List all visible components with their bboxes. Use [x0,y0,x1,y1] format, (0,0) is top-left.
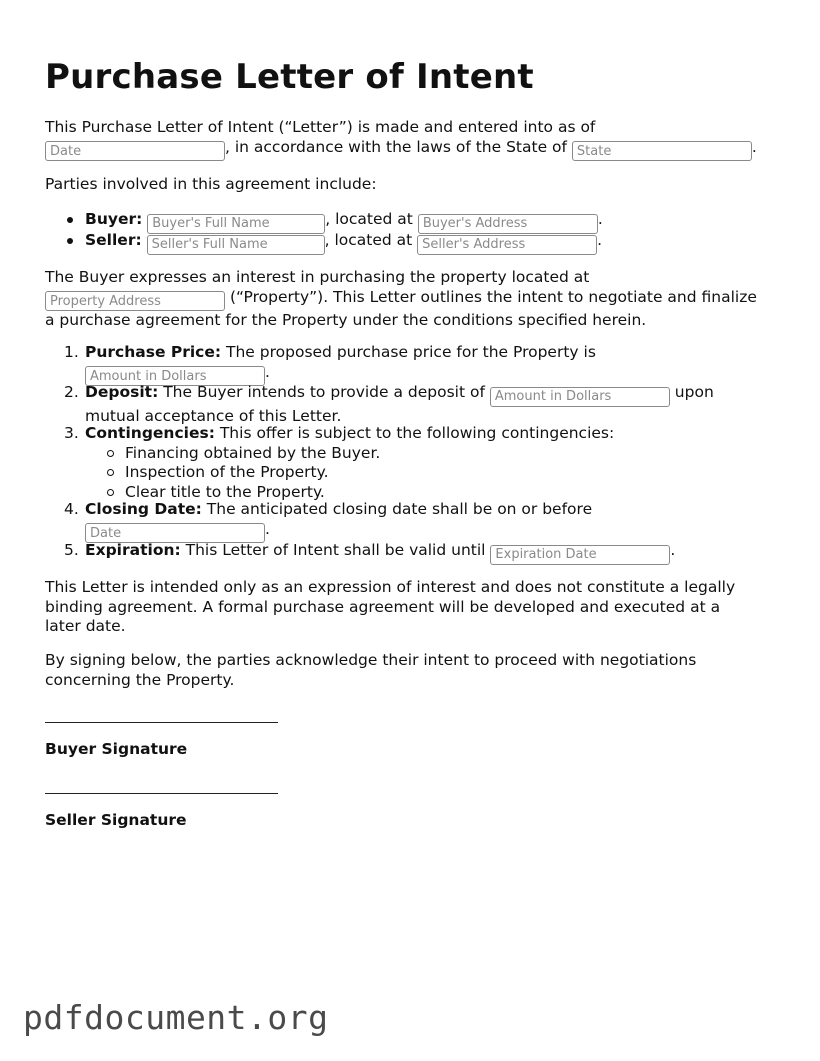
contingencies-sublist [85,444,785,503]
disclaimer-line1: This Letter is intended only as an expression of interest and does not constitute a legally [45,578,736,596]
contingencies-label: Contingencies: [85,424,215,442]
buyer-label: Buyer: [85,210,143,228]
expiration-period: . [670,541,676,559]
purchase-price-period: . [265,362,270,381]
closing-date-label: Closing Date: [85,500,202,518]
property-line1: The Buyer expresses an interest in purchasing the property located at [45,268,590,286]
contingency-item: Clear title to the Property. [85,483,785,503]
term-number: 5. [64,541,79,559]
state-input[interactable] [572,141,752,161]
term-purchase-price [45,343,785,383]
term-closing-date [45,500,785,541]
term-number: 2. [64,383,79,401]
buyer-located-at: , located at [325,210,413,228]
intro-mid-text: , in accordance with the laws of the State of [225,137,567,156]
closing-date-period: . [265,519,270,538]
page-title: Purchase Letter of Intent [45,57,534,97]
deposit-line2: mutual acceptance of this Letter. [85,406,342,425]
expiration-date-input[interactable] [490,545,670,565]
parties-intro: Parties involved in this agreement include: [45,175,377,193]
acknowledge-line1: By signing below, the parties acknowledge their intent to proceed with negotiations [45,651,697,669]
expiration-text: This Letter of Intent shall be valid until [185,541,486,559]
intro-end: . [751,137,757,156]
purchase-price-text: The proposed purchase price for the Property is [226,343,596,361]
intro-line1: This Purchase Letter of Intent (“Letter”) is made and entered into as of [45,118,596,136]
seller-located-at: , located at [324,231,413,249]
closing-date-input[interactable] [85,523,265,543]
disclaimer-line2: binding agreement. A formal purchase agreement will be developed and executed at a [45,597,721,616]
property-paragraph [45,268,785,331]
deposit-label: Deposit: [85,383,159,401]
terms-list [45,343,785,565]
term-number: 4. [64,500,79,518]
term-expiration [45,541,785,565]
deposit-after: upon [674,383,714,401]
date-input[interactable] [45,141,225,161]
seller-signature-line[interactable] [45,793,278,794]
seller-name-input[interactable] [147,235,325,255]
contingency-item: Financing obtained by the Buyer. [85,444,785,464]
seller-label: Seller: [85,231,142,249]
term-deposit [45,383,785,424]
term-number: 3. [64,424,79,442]
intro-paragraph [45,118,757,161]
buyer-signature-label: Buyer Signature [45,740,188,758]
seller-period: . [597,231,603,249]
contingency-item: Inspection of the Property. [85,463,785,483]
parties-list [45,210,603,252]
disclaimer-line3: later date. [45,617,126,635]
party-buyer [45,210,603,231]
seller-signature-label: Seller Signature [45,811,187,829]
property-address-input[interactable] [45,291,225,311]
disclaimer-paragraph [45,578,785,637]
acknowledge-line2: concerning the Property. [45,670,235,689]
property-line3: a purchase agreement for the Property under the conditions specified herein. [45,311,647,329]
party-seller [45,231,603,252]
contingencies-text: This offer is subject to the following contingencies: [219,424,615,442]
watermark-text: pdfdocument.org [23,998,329,1037]
buyer-signature-line[interactable] [45,722,278,723]
closing-date-text: The anticipated closing date shall be on or before [206,500,593,518]
purchase-price-label: Purchase Price: [85,343,222,361]
expiration-label: Expiration: [85,541,181,559]
deposit-text: The Buyer intends to provide a deposit of [163,383,485,401]
property-line2: (“Property”). This Letter outlines the intent to negotiate and finalize [229,287,757,306]
seller-address-input[interactable] [417,235,597,255]
buyer-period: . [597,210,603,228]
term-contingencies [45,424,785,500]
acknowledge-paragraph [45,651,785,690]
term-number: 1. [64,343,79,361]
deposit-amount-input[interactable] [490,387,670,407]
